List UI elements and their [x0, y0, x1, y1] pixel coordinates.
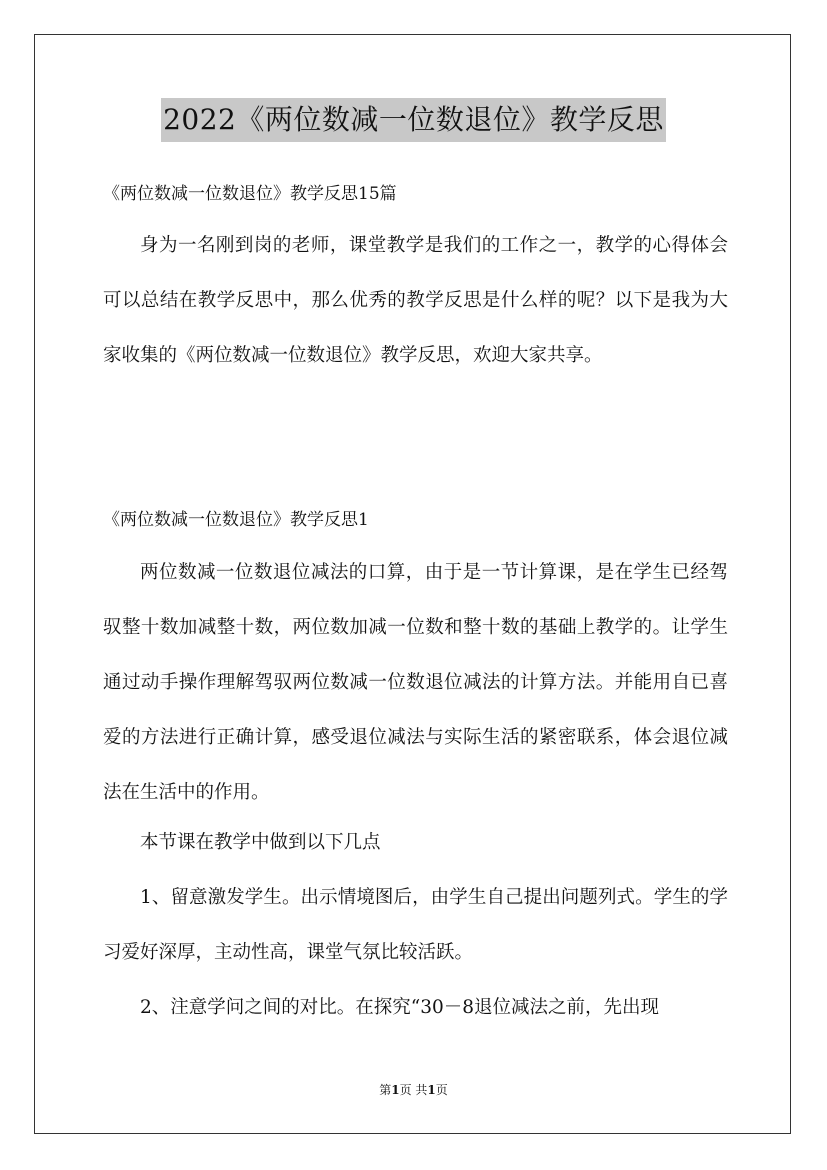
- document-title: 2022《两位数减一位数退位》教学反思: [161, 98, 666, 142]
- section-paragraph-1: 两位数减一位数退位减法的口算，由于是一节计算课，是在学生已经驾驭整十数加减整十数，两位数加减一位数和整十数的基础上教学的。让学生通过动手操作理解驾驭两位数减一位数退位减法的计算方法。并能用自已喜爱的方法进行正确计算，感受退位减法与实际生活的紧密联系，体会退位减法在生活中的作用。: [103, 562, 728, 803]
- footer-page-mid: 页 共: [399, 1083, 428, 1097]
- title-container: [0, 98, 827, 142]
- section-paragraph-4: 2、注意学问之间的对比。在探究“30－8退位减法之前，先出现: [140, 997, 660, 1018]
- page-footer: [0, 1081, 827, 1099]
- footer-page-total: 1: [427, 1083, 436, 1097]
- section-paragraph-3: 1、留意激发学生。出示情境图后，由学生自己提出问题列式。学生的学习爱好深厚，主动性高，课堂气氛比较活跃。: [103, 887, 728, 963]
- intro-paragraph: 身为一名刚到岗的老师，课堂教学是我们的工作之一，教学的心得体会可以总结在教学反思中，那么优秀的教学反思是什么样的呢？以下是我为大家收集的《两位数减一位数退位》教学反思，欢迎大家共享。: [103, 235, 728, 366]
- footer-page-suffix: 页: [435, 1083, 448, 1097]
- section-heading: 《两位数减一位数退位》教学反思1: [103, 510, 369, 530]
- footer-page-prefix: 第: [379, 1083, 392, 1097]
- document-subtitle: 《两位数减一位数退位》教学反思15篇: [103, 184, 397, 204]
- footer-page-current: 1: [391, 1083, 400, 1097]
- section-paragraph-2: 本节课在教学中做到以下几点: [140, 832, 381, 853]
